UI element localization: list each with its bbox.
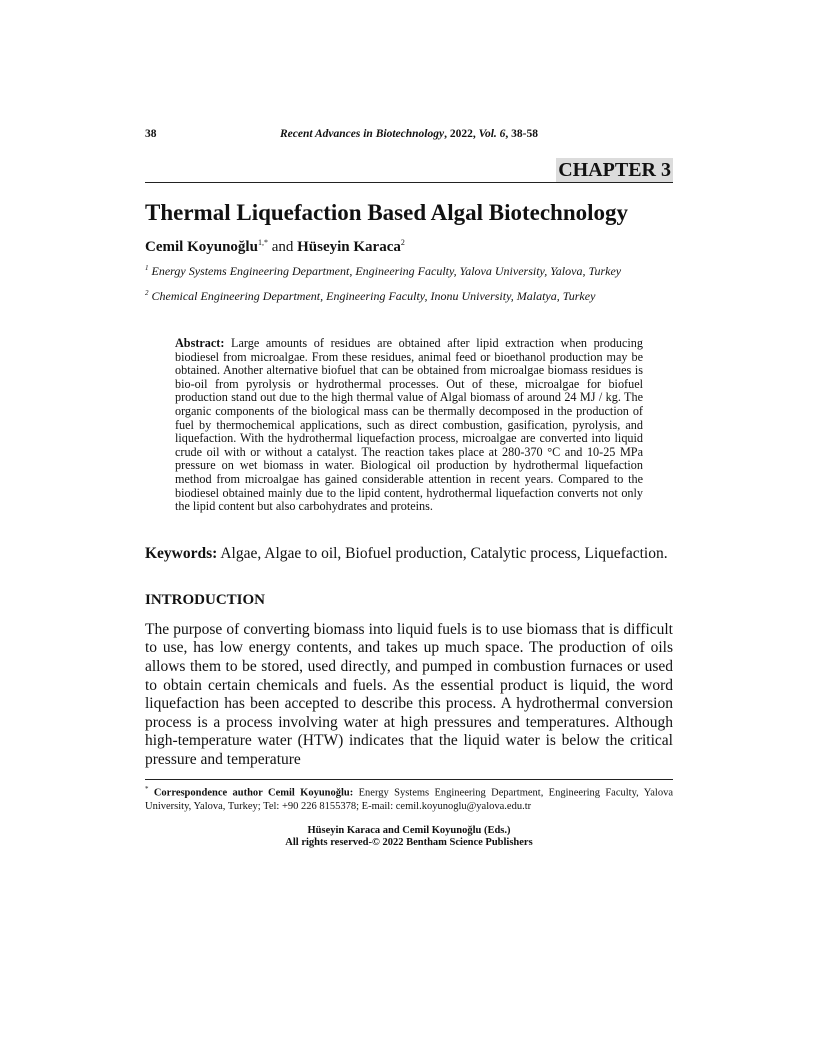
affiliation-1-number: 1 <box>145 264 149 272</box>
author-joiner: and <box>267 239 298 255</box>
editors-notice <box>145 825 673 849</box>
chapter-title: Thermal Liquefaction Based Algal Biotechnology <box>145 200 629 225</box>
journal-volume: Vol. 6 <box>478 128 506 140</box>
chapter-label: CHAPTER 3 <box>558 159 671 181</box>
affiliation-2-number: 2 <box>145 289 149 297</box>
author-2-affiliation-marker: 2 <box>400 238 405 247</box>
abstract-text: Large amounts of residues are obtained after lipid extraction when producing biodiesel from microalgae. From these residues, animal feed or bioethanol production may be obtained. Another alternative biofuel that can be obtained from microalgae biomass residues is bio-oil from pyrolysis or hydrothermal processes. Out of these, microalgae for biofuel production stand out due to the high thermal value of Algal biomass of around 24 MJ / kg. The organic components of the biological mass can be thermally decomposed in the production of fuel by thermochemical applications, such as direct combustion, gasification, pyrolysis, and liquefaction. With the hydrothermal liquefaction process, microalgae are converted into liquid crude oil with or without a catalyst. The reaction takes place at 280-370 °C and 10-25 MPa pressure on wet biomass in water. Biological oil production by hydrothermal liquefaction method from microalgae has gained considerable attention in recent years. Compared to the biodiesel obtained mainly due to the lipid content, hydrothermal liquefaction converts not only the lipid content but also carbohydrates and proteins. <box>175 336 643 514</box>
affiliation-2-text: Chemical Engineering Department, Engineering Faculty, Inonu University, Malatya, Turkey <box>151 289 596 303</box>
introduction-paragraph: The purpose of converting biomass into liquid fuels is to use biomass that is difficult to use, has low energy contents, and takes up much space. The production of oils allows them to be stored, used directly, and pumped in combustion furnaces or used to obtain certain chemicals and fuels. As the essential product is liquid, the word liquefaction has been accepted to describe this process. A hydrothermal conversion process is a process involving water at high pressures and temperatures. Although high-temperature water (HTW) indicates that the liquid water is below the critical pressure and temperature <box>145 620 673 768</box>
editors-line: Hüseyin Karaca and Cemil Koyunoğlu (Eds.) <box>307 824 511 836</box>
chapter-header <box>145 158 673 183</box>
affiliation-1-text: Energy Systems Engineering Department, Engineering Faculty, Yalova University, Yalova, Turkey <box>151 264 622 278</box>
footnote-divider <box>145 779 673 780</box>
footnote-text: Energy Systems Engineering Department, Engineering Faculty, Yalova University, Yalova, Turkey; Tel: +90 226 8155378; E-mail: cemil.koyunoglu@yalova.edu.tr <box>145 787 674 812</box>
correspondence-footnote <box>145 783 673 813</box>
journal-pages: , 38-58 <box>505 128 538 140</box>
affiliation-2 <box>145 286 673 303</box>
page-number: 38 <box>145 128 157 140</box>
running-head <box>145 128 673 146</box>
author-1: Cemil Koyunoğlu <box>145 239 258 255</box>
abstract-label: Abstract: <box>175 336 225 350</box>
copyright-line: All rights reserved-© 2022 Bentham Science Publishers <box>285 836 533 848</box>
footnote-marker: * <box>145 785 149 794</box>
abstract <box>175 337 643 514</box>
keywords-text: Algae, Algae to oil, Biofuel production, Catalytic process, Liquefaction. <box>217 544 668 562</box>
author-2: Hüseyin Karaca <box>297 239 401 255</box>
footnote-label: Correspondence author Cemil Koyunoğlu: <box>148 787 354 799</box>
keywords-label: Keywords: <box>145 544 218 562</box>
author-list <box>145 237 673 257</box>
section-heading-introduction: INTRODUCTION <box>145 591 266 608</box>
keywords <box>145 544 673 563</box>
journal-title: Recent Advances in Biotechnology <box>279 128 445 140</box>
journal-citation <box>145 128 673 140</box>
journal-year: , 2022, <box>444 128 479 140</box>
paper-page <box>145 128 673 849</box>
affiliation-1 <box>145 261 673 278</box>
author-1-affiliation-marker: 1,* <box>257 238 268 247</box>
